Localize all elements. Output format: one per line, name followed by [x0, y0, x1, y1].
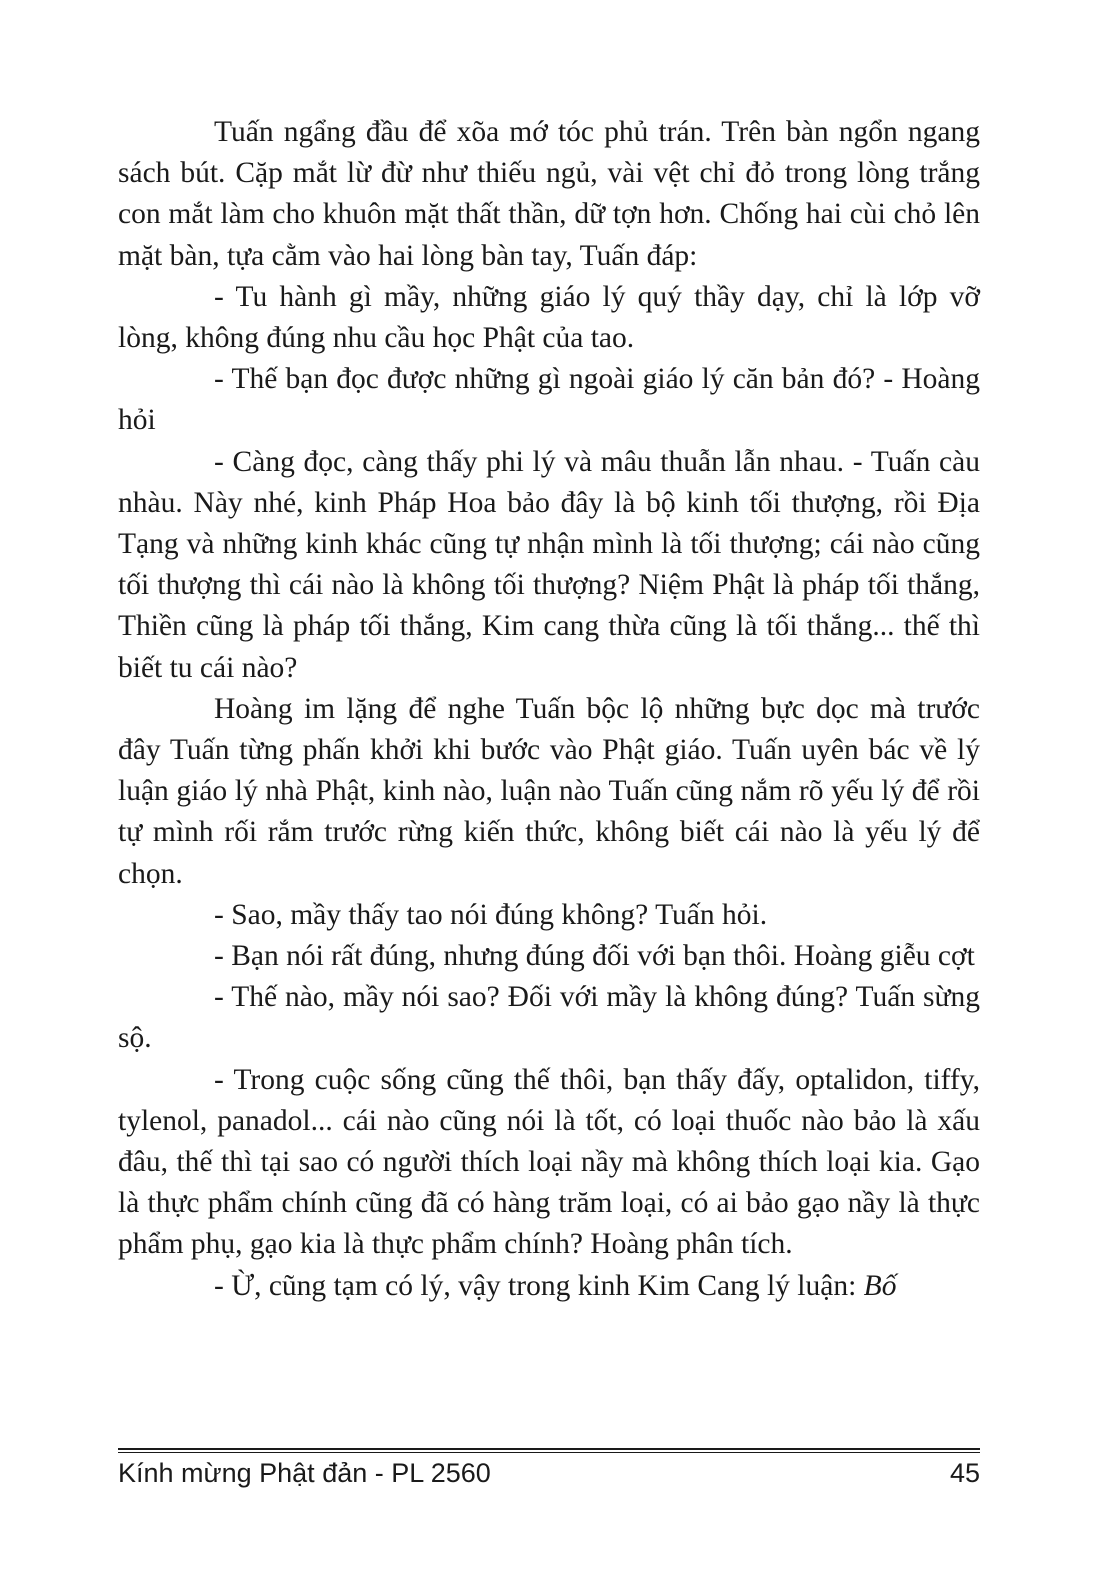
paragraph-1: Tuấn ngẩng đầu để xõa mớ tóc phủ trán. Trên bàn ngổn ngang sách bút. Cặp mắt lừ đừ như thiếu ngủ, vài vệt chỉ đỏ trong lòng trắng con mắt làm cho khuôn mặt thất thần, dữ tợn hơn. Chống hai cùi chỏ lên mặt bàn, tựa cằm vào hai lòng bàn tay, Tuấn đáp:: [118, 116, 980, 272]
paragraph-6: - Sao, mầy thấy tao nói đúng không? Tuấn hỏi.: [214, 898, 768, 931]
footer-rule-thin: [118, 1452, 980, 1453]
footer-title: Kính mừng Phật đản - PL 2560: [118, 1458, 491, 1488]
paragraph-4: - Càng đọc, càng thấy phi lý và mâu thuẫn lẫn nhau. - Tuấn càu nhàu. Này nhé, kinh Pháp Hoa bảo đây là bộ kinh tối thượng, rồi Địa Tạng và những kinh khác cũng tự nhận mình là tối thượng; cái nào cũng tối thượng thì cái nào là không tối thượng? Niệm Phật là pháp tối thắng, Thiền cũng là pháp tối thắng, Kim cang thừa cũng là tối thắng... thế thì biết tu cái nào?: [118, 445, 980, 684]
paragraph-8: - Thế nào, mầy nói sao? Đối với mầy là không đúng? Tuấn sừng sộ.: [118, 981, 980, 1055]
paragraph-10-text: - Ừ, cũng tạm có lý, vậy trong kinh Kim Cang lý luận:: [214, 1269, 864, 1302]
page-body-text: [118, 112, 980, 1307]
paragraph-10-italic: Bố: [863, 1269, 897, 1302]
paragraph-5: Hoàng im lặng để nghe Tuấn bộc lộ những bực dọc mà trước đây Tuấn từng phấn khởi khi bước vào Phật giáo. Tuấn uyên bác về lý luận giáo lý nhà Phật, kinh nào, luận nào Tuấn cũng nắm rõ yếu lý để rồi tự mình rối rắm trước rừng kiến thức, không biết cái nào là yếu lý để chọn.: [118, 692, 980, 890]
paragraph-2: - Tu hành gì mầy, những giáo lý quý thầy dạy, chỉ là lớp vỡ lòng, không đúng nhu cầu học Phật của tao.: [118, 280, 980, 355]
footer-rule: [118, 1448, 980, 1450]
paragraph-3: - Thế bạn đọc được những gì ngoài giáo lý căn bản đó? - Hoàng hỏi: [118, 363, 980, 437]
page-number: 45: [949, 1458, 980, 1488]
paragraph-7: - Bạn nói rất đúng, nhưng đúng đối với bạn thôi. Hoàng giễu cợt: [214, 940, 975, 973]
paragraph-10: [118, 1266, 980, 1307]
paragraph-9: - Trong cuộc sống cũng thế thôi, bạn thấy đấy, optalidon, tiffy, tylenol, panadol... cái nào cũng nói là tốt, có loại thuốc nào bảo là xấu đâu, thế thì tại sao có người thích loại nầy mà không thích loại kia. Gạo là thực phẩm chính cũng đã có hàng trăm loại, có ai bảo gạo nầy là thực phẩm phụ, gạo kia là thực phẩm chính? Hoàng phân tích.: [118, 1063, 980, 1261]
